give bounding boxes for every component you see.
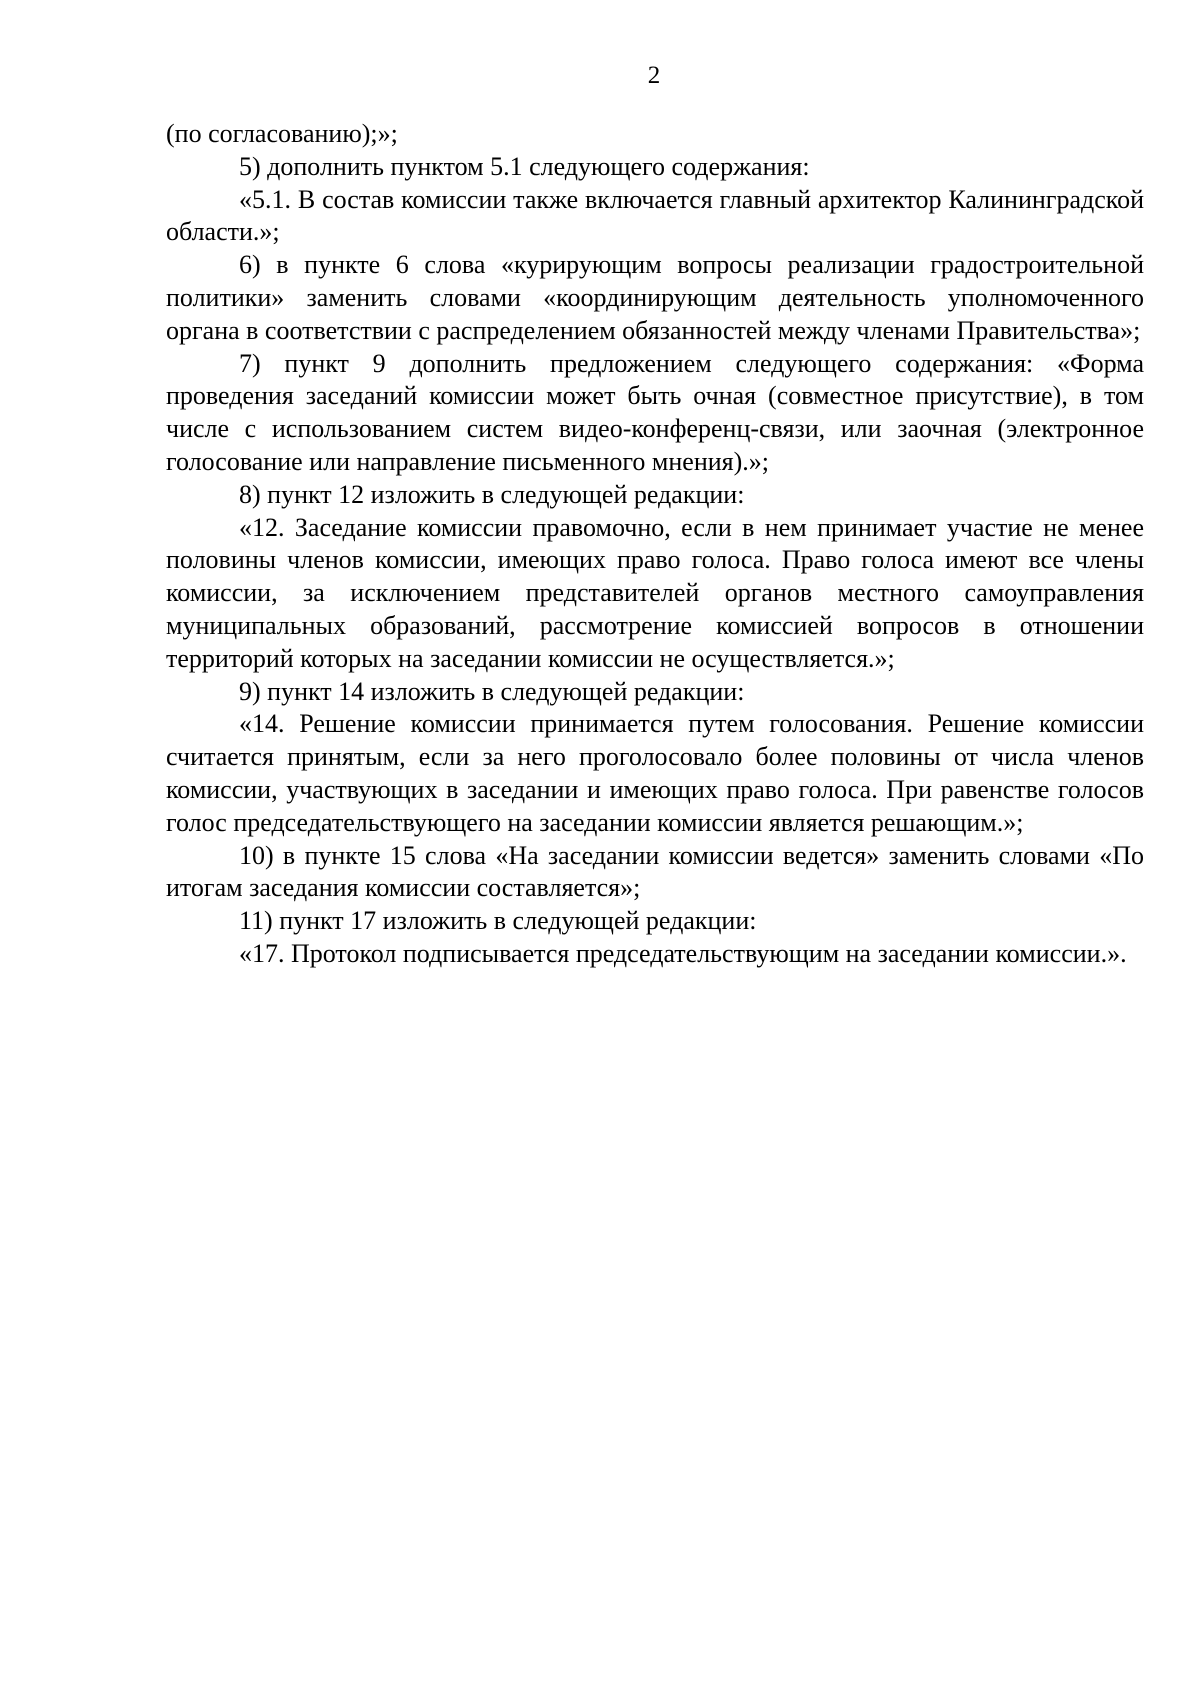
paragraph: «14. Решение комиссии принимается путем голосования. Решение комиссии считается принятым, если за него проголосовало более половины от числа членов комиссии, участвующих в заседании и имеющих право голоса. При равенстве голосов голос председательствующего на заседании комиссии является решающим.»; (166, 709, 1144, 837)
paragraph: «5.1. В состав комиссии также включается главный архитектор Калининградской области.»; (166, 184, 1144, 247)
paragraph: 6) в пункте 6 слова «курирующим вопросы реализации градостроительной политики» заменить словами «координирующим деятельность уполномоченного органа в соответствии с распределением обязанностей между членами Правительства»; (166, 250, 1144, 345)
page-number: 2 (647, 62, 661, 89)
paragraph: «12. Заседание комиссии правомочно, если в нем принимает участие не менее половины членов комиссии, имеющих право голоса. Право голоса имеют все члены комиссии, за исключением представителей органов местного самоуправления муниципальных образований, рассмотрение комиссией вопросов в отношении территорий которых на заседании комиссии не осуществляется.»; (166, 512, 1144, 673)
paragraph: 8) пункт 12 изложить в следующей редакции: (239, 479, 745, 509)
paragraph: (по согласованию);»; (166, 119, 398, 148)
paragraph: 7) пункт 9 дополнить предложением следующего содержания: «Форма проведения заседаний комиссии может быть очная (совместное присутствие), в том числе с использованием систем видео-конференц-связи, или заочная (электронное голосование или направление письменного мнения).»; (166, 348, 1144, 476)
paragraph: 5) дополнить пунктом 5.1 следующего содержания: (239, 151, 810, 181)
paragraph: 11) пункт 17 изложить в следующей редакции: (239, 906, 757, 936)
paragraph: «17. Протокол подписывается председательствующим на заседании комиссии.». (239, 938, 1127, 968)
document-body (166, 118, 1144, 971)
paragraph: 9) пункт 14 изложить в следующей редакции: (239, 676, 745, 706)
paragraph: 10) в пункте 15 слова «На заседании комиссии ведется» заменить словами «По итогам заседания комиссии составляется»; (166, 840, 1144, 903)
